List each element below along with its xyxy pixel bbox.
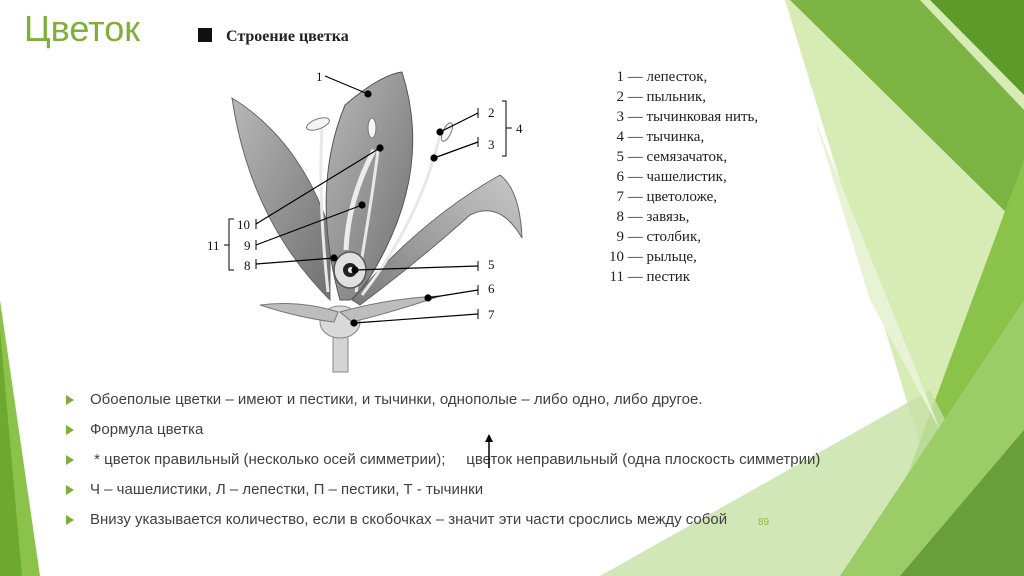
list-item: Обоеполые цветки – имеют и пестики, и тычинки, однополые – либо одно, либо другое.	[66, 390, 826, 410]
bullet-arrow-icon	[66, 485, 74, 495]
legend-item: 1 — лепесток,	[616, 69, 708, 85]
callout-2: 2	[488, 105, 495, 120]
callout-6: 6	[488, 281, 495, 296]
callout-11: 11	[207, 238, 220, 253]
arrow-up-icon	[483, 434, 495, 468]
callout-4: 4	[516, 121, 523, 136]
callout-1: 1	[316, 69, 323, 84]
legend-item: 5 — семязачаток,	[616, 149, 728, 165]
callout-7: 7	[488, 307, 495, 322]
figure-title-text: Строение цветка	[226, 28, 349, 45]
square-bullet-icon	[198, 28, 212, 42]
callout-3: 3	[488, 137, 495, 152]
list-item: * цветок правильный (несколько осей симметрии); цветок неправильный (одна плоскость симметрии)	[66, 450, 826, 470]
bullet-arrow-icon	[66, 455, 74, 465]
bullet-list	[66, 390, 826, 530]
figure-legend	[600, 67, 758, 287]
slide-title: Цветок	[24, 8, 141, 49]
legend-item: 2 — пыльник,	[616, 89, 707, 105]
flower-diagram	[200, 60, 523, 380]
legend-item: 9 — столбик,	[616, 229, 701, 245]
legend-item: 10 — рыльце,	[609, 249, 697, 265]
legend-item: 3 — тычинковая нить,	[616, 109, 759, 125]
callout-8: 8	[244, 258, 251, 273]
page-number: 89	[758, 517, 770, 528]
legend-item: 4 — тычинка,	[616, 129, 705, 145]
list-item: Формула цветка	[66, 420, 826, 440]
legend-item: 7 — цветоложе,	[616, 189, 718, 205]
callout-9: 9	[244, 238, 251, 253]
callout-10: 10	[237, 217, 250, 232]
callout-5: 5	[488, 257, 495, 272]
figure-title	[198, 28, 349, 46]
legend-item: 8 — завязь,	[616, 209, 690, 225]
legend-item: 6 — чашелистик,	[616, 169, 727, 185]
list-item: Ч – чашелистики, Л – лепестки, П – пестики, Т - тычинки	[66, 480, 826, 500]
bullet-arrow-icon	[66, 425, 74, 435]
bullet-arrow-icon	[66, 395, 74, 405]
legend-item: 11 — пестик	[609, 269, 691, 285]
bullet-arrow-icon	[66, 515, 74, 525]
list-item: Внизу указывается количество, если в скобочках – значит эти части срослись между собой	[66, 510, 826, 530]
